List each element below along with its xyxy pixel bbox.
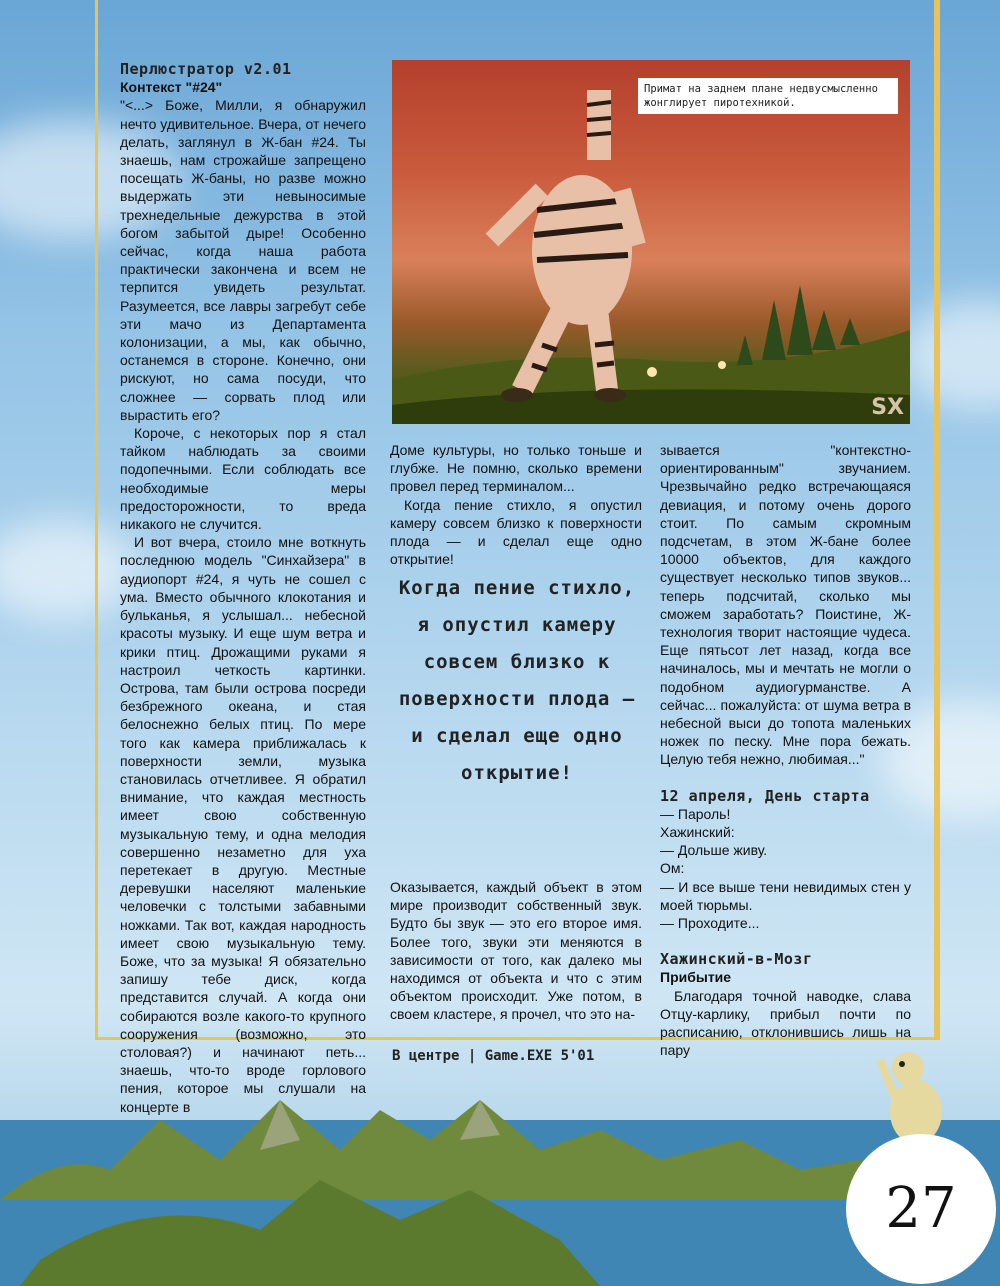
- watermark-logo: SX: [871, 395, 904, 420]
- page-footer: В центре | Game.EXE 5'01: [392, 1048, 595, 1064]
- paragraph: И вот вчера, стоило мне воткнуть последнюю модель "Синхайзера" в аудиопорт #24, я чуть не сошел с ума. Вместо обычного клокотания и бульканья, я услышал... небесной красоты музыку. И еще шум ветра и крики птиц. Дрожащими руками я настроил четкость картинки. Острова, там были острова посреди безбрежного океана, и стая белоснежно белых птиц. По мере того как камера приближалась к поверхности земли, музыка становилась отчетливее. Я обратил внимание, что каждая местность имеет свою собственную музыкальную тему, и одна мелодия совершенно незаметно для уха перетекает в другую. Местные деревушки населяют маленькие человечки с толстыми забавными ножками. Так вот, каждая народность имеет свою музыкальную тему. Боже, что за музыка! Я обязательно запишу тебе диск, когда представится случай. А когда они собираются возле какого-то крупного сооружения (возможно, это столовая?) и начинают петь... знаешь, что-то вроде горлового пения, которое мы слушали на концерте в: [120, 534, 366, 1115]
- paragraph: зывается "контекстно-ориентированным" звучанием. Чрезвычайно редко встречающаяся девиация, и потому очень дорого стоит. По самым скромным подсчетам, в этом Ж-бане более 10000 объектов, для каждого существует несколько типов звуков... теперь подсчитай, сколько мы сможем заработать? Поистине, Ж-технология творит настоящие чудеса. Еще пятьсот лет назад, когда все начиналось, мы и мечтать не могли о подобном аудиогурманстве. А сейчас... пожалуйста: от шума ветра в небесной выси до топота маленьких ножек по песку. Мне пора бежать. Целую тебя нежно, любимая...": [660, 442, 911, 768]
- dialog-line: Хажинский:: [660, 824, 735, 841]
- section-heading: Перлюстратор v2.01: [120, 60, 292, 78]
- section-subheading: Контекст "#24": [120, 79, 223, 96]
- column-1: [120, 60, 366, 1116]
- dialog-line: — Дольше живу.: [660, 842, 768, 859]
- paragraph: Благодаря точной наводке, слава Отцу-карлику, прибыл почти по расписанию, отклонившись лишь на пару: [660, 987, 911, 1059]
- zebra-creature-illustration: [492, 90, 637, 402]
- section-heading: Хажинский-в-Мозг: [660, 950, 813, 969]
- section-heading: 12 апреля, День старта: [660, 786, 870, 805]
- column-2-continued: [390, 878, 642, 1024]
- paragraph: Оказывается, каждый объект в этом мире производит собственный звук. Будто бы звук — это его второе имя. Более того, звуки эти меняются в зависимости от того, как далеко мы находимся от объекта и что с этим объектом происходит. Уже потом, в своем кластере, я прочел, что это на-: [390, 879, 642, 1023]
- game-screenshot: [392, 60, 910, 424]
- dialog-line: — И все выше тени невидимых стен у моей тюрьмы.: [660, 878, 911, 913]
- section-subheading: Прибытие: [660, 969, 732, 986]
- column-3: [660, 441, 911, 1060]
- paragraph: "<...> Боже, Милли, я обнаружил нечто удивительное. Вчера, от нечего делать, заглянул в Ж-бан #24. Ты знаешь, нам строжайше запрещено посещать Ж-баны, но разве можно выдержать эти невыносимые трехнедельные дежурства в этой богом забытой дыре! Особенно сейчас, когда наша работа практически закончена и всем не терпится увидеть результат. Разумеется, все лавры загребут себе эти мачо из Департамента колонизации, а мы, как обычно, останемся в стороне. Конечно, они рискуют, но сама посуди, что сложнее — сорвать плод или вырастить его?: [120, 97, 366, 423]
- photo-caption: Примат на заднем плане недвусмысленно жонглирует пиротехникой.: [638, 78, 898, 114]
- paragraph: Короче, с некоторых пор я стал тайком наблюдать за своими подопечными. Если соблюдать все необходимые меры предосторожности, то вреда никакого не случится.: [120, 425, 366, 533]
- scene-illustration: [392, 60, 910, 424]
- column-2: [390, 441, 642, 568]
- paragraph: Доме культуры, но только тоньше и глубже. Не помню, сколько времени провел перед терминалом...: [390, 442, 642, 495]
- article-frame-right: [937, 0, 940, 1040]
- dialog-line: Ом:: [660, 860, 685, 877]
- paragraph: Когда пение стихло, я опустил камеру совсем близко к поверхности плода — и сделал еще одно открытие!: [390, 496, 642, 568]
- page-number: 27: [846, 1134, 996, 1284]
- dialog-line: — Пароль!: [660, 805, 731, 822]
- dialog-line: — Проходите...: [660, 915, 760, 932]
- pull-quote: Когда пение стихло, я опустил камеру совсем близко к поверхности плода — и сделал еще одно открытие!: [398, 577, 636, 784]
